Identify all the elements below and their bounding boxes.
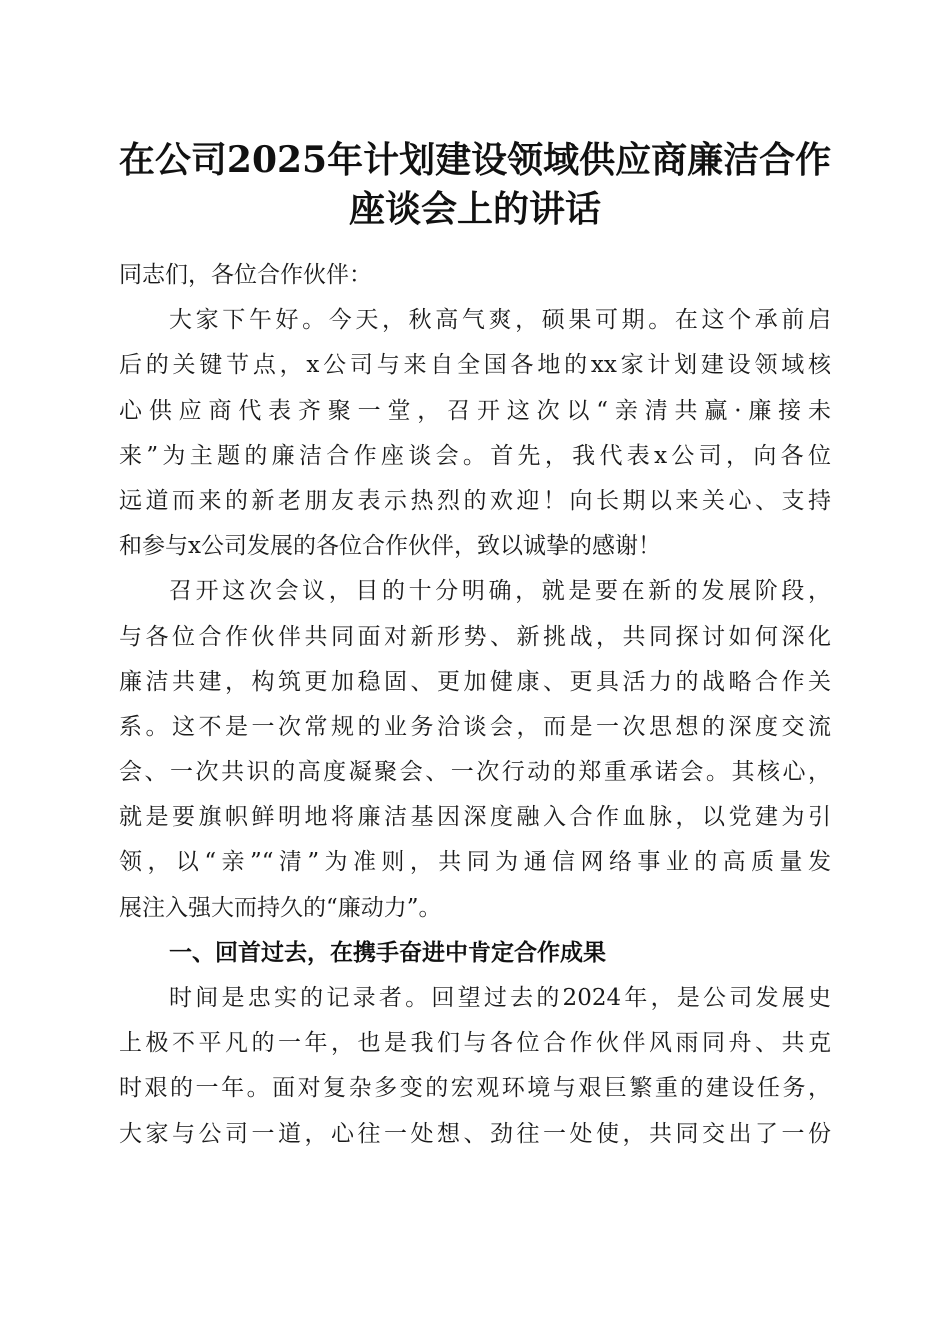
- body-line: 廉洁共建，构筑更加稳固、更加健康、更具活力的战略合作关: [119, 668, 831, 695]
- body-line: 大家下午好。今天，秋高气爽，硕果可期。在这个承前启: [169, 307, 831, 334]
- title-line-2: 座谈会上的讲话: [348, 188, 601, 230]
- body-line: 后的关键节点，x公司与来自全国各地的xx家计划建设领域核: [119, 352, 831, 379]
- body-line: 领，以“亲”“清”为准则，共同为通信网络事业的高质量发: [119, 849, 831, 876]
- body-line: 会、一次共识的高度凝聚会、一次行动的郑重承诺会。其核心，: [119, 759, 831, 786]
- body-line: 就是要旗帜鲜明地将廉洁基因深度融入合作血脉，以党建为引: [119, 804, 831, 831]
- body-line: 时艰的一年。面对复杂多变的宏观环境与艰巨繁重的建设任务，: [119, 1075, 831, 1102]
- document-title: [110, 136, 840, 234]
- body-line: 与各位合作伙伴共同面对新形势、新挑战，共同探讨如何深化: [119, 623, 831, 650]
- body-line: 和参与x公司发展的各位合作伙伴，致以诚挚的感谢！: [119, 533, 661, 560]
- body-line: 上极不平凡的一年，也是我们与各位合作伙伴风雨同舟、共克: [119, 1030, 831, 1057]
- body-line: 心供应商代表齐聚一堂，召开这次以“亲清共赢·廉接未: [119, 397, 831, 424]
- document-body: [119, 253, 831, 1157]
- salutation: 同志们，各位合作伙伴：: [119, 262, 372, 288]
- body-line: 时间是忠实的记录者。回望过去的2024年，是公司发展史: [169, 985, 831, 1011]
- title-line-1: 在公司2025年计划建设领域供应商廉洁合作: [118, 139, 832, 181]
- section-heading: 一、回首过去，在携手奋进中肯定合作成果: [169, 939, 606, 966]
- body-line: 系。这不是一次常规的业务洽谈会，而是一次思想的深度交流: [119, 713, 831, 740]
- body-line: 大家与公司一道，心往一处想、劲往一处使，共同交出了一份: [119, 1120, 831, 1147]
- body-line: 远道而来的新老朋友表示热烈的欢迎！向长期以来关心、支持: [119, 487, 831, 514]
- body-line: 展注入强大而持久的“廉动力”。: [119, 894, 442, 921]
- body-line: 召开这次会议，目的十分明确，就是要在新的发展阶段，: [169, 578, 831, 605]
- body-line: 来”为主题的廉洁合作座谈会。首先，我代表x公司，向各位: [119, 442, 831, 469]
